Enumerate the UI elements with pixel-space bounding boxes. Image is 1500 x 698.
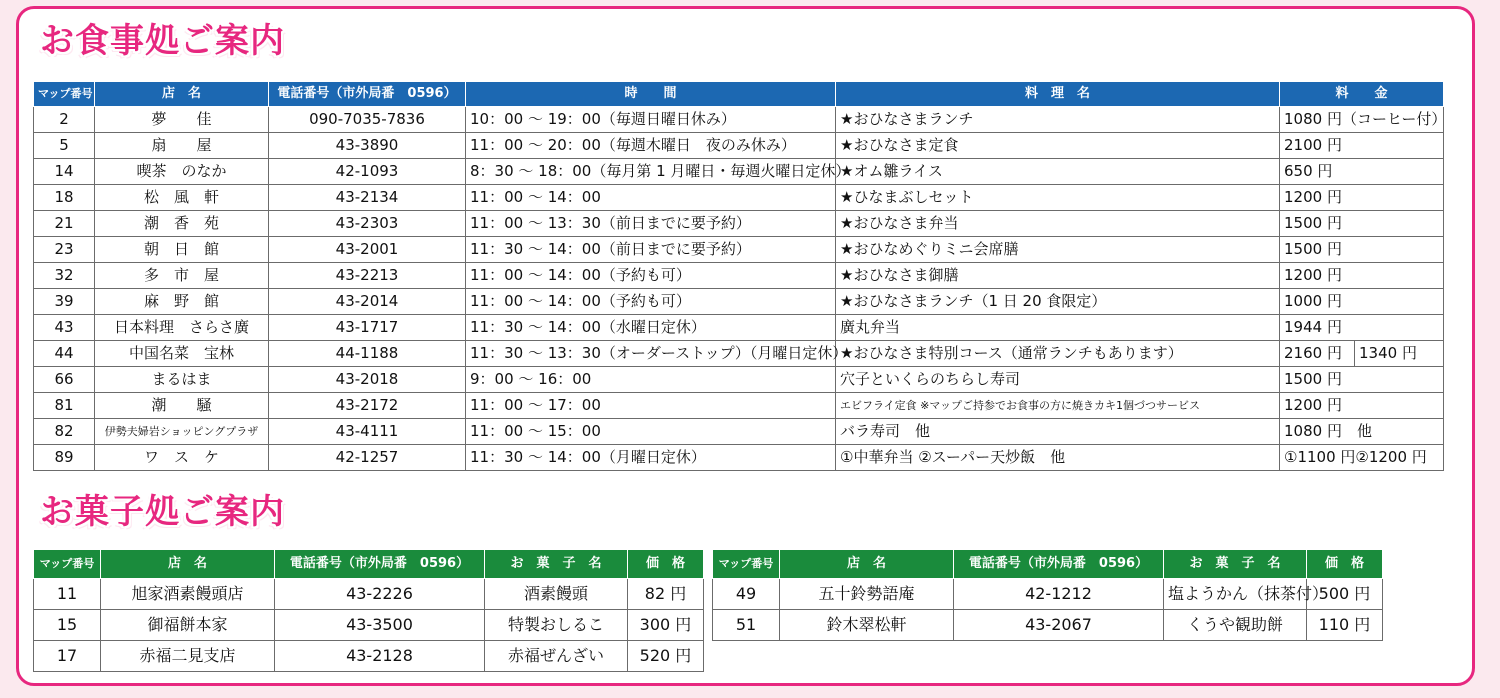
price-cell: 1500 円 [1280,237,1444,263]
hours-cell: 11：00 〜 14：00（予約も可） [466,289,836,315]
dish-cell: ★おひなさま御膳 [836,263,1280,289]
food-table [33,81,1447,471]
dish-cell: エビフライ定食 ※マップご持参でお食事の方に焼きカキ1個づつサービス [836,393,1280,419]
map-number-cell: 5 [34,133,95,159]
shop-name-cell: ワ ス ケ [95,445,269,471]
map-number-cell: 82 [34,419,95,445]
table-row [34,159,1444,185]
header-sweet-name: お 菓 子 名 [485,550,628,579]
map-number-cell: 21 [34,211,95,237]
phone-cell: 43-2226 [275,579,485,610]
map-number-cell: 44 [34,341,95,367]
price-cell: 1944 円 [1280,315,1444,341]
shop-name-cell: 潮 香 苑 [95,211,269,237]
table-row [34,107,1444,133]
price-cell: 1200 円 [1280,393,1444,419]
header-map-number: マップ番号 [34,550,101,579]
phone-cell: 43-3500 [275,610,485,641]
hours-cell: 11：00 〜 14：00 [466,185,836,211]
phone-cell: 43-2067 [954,610,1164,641]
dish-cell: ★おひなさま特別コース（通常ランチもあります） [836,341,1280,367]
map-number-cell: 51 [713,610,780,641]
shop-name-cell: 赤福二見支店 [101,641,275,672]
hours-cell: 11：30 〜 14：00（水曜日定休） [466,315,836,341]
header-map-number: マップ番号 [713,550,780,579]
header-sweet-name: お 菓 子 名 [1164,550,1307,579]
dish-cell: ★おひなさま弁当 [836,211,1280,237]
table-row [34,419,1444,445]
sweet-name-cell: 特製おしるこ [485,610,628,641]
map-number-cell: 32 [34,263,95,289]
shop-name-cell: 多 市 屋 [95,263,269,289]
map-number-cell: 81 [34,393,95,419]
sweet-name-cell: 赤福ぜんざい [485,641,628,672]
shop-name-cell: 伊勢夫婦岩ショッピングプラザ [95,419,269,445]
shop-name-cell: 旭家酒素饅頭店 [101,579,275,610]
shop-name-cell: 朝 日 館 [95,237,269,263]
price-cell: 650 円 [1280,159,1444,185]
phone-cell: 43-2213 [269,263,466,289]
table-row [34,641,704,672]
header-map-number: マップ番号 [34,82,95,107]
price-cell: ①1100 円②1200 円 [1280,445,1444,471]
food-table-header [34,82,1444,107]
price-cell: 1500 円 [1280,367,1444,393]
hours-cell: 11：30 〜 13：30（オーダーストップ）（月曜日定休） [466,341,836,367]
sweets-table-right [712,549,1383,641]
header-shop-name: 店 名 [101,550,275,579]
hours-cell: 11：00 〜 14：00（予約も可） [466,263,836,289]
table-row [34,315,1444,341]
table-row [34,133,1444,159]
hours-cell: 10：00 〜 19：00（毎週日曜日休み） [466,107,836,133]
table-row [34,445,1444,471]
header-hours: 時 間 [466,82,836,107]
phone-cell: 090-7035-7836 [269,107,466,133]
price-cell: 1500 円 [1280,211,1444,237]
table-row [34,393,1444,419]
shop-name-cell: 夢 佳 [95,107,269,133]
dish-cell: ★おひなさまランチ（1 日 20 食限定） [836,289,1280,315]
table-row [34,263,1444,289]
header-phone: 電話番号（市外局番 0596） [954,550,1164,579]
map-number-cell: 89 [34,445,95,471]
map-number-cell: 14 [34,159,95,185]
sweets-table-left [33,549,704,672]
table-row [34,579,704,610]
phone-cell: 43-1717 [269,315,466,341]
shop-name-cell: 松 風 軒 [95,185,269,211]
phone-cell: 43-2128 [275,641,485,672]
phone-cell: 42-1212 [954,579,1164,610]
table-row [34,185,1444,211]
hours-cell: 8：30 〜 18：00（毎月第 1 月曜日・毎週火曜日定休） [466,159,836,185]
phone-cell: 42-1093 [269,159,466,185]
table-row [34,289,1444,315]
price-cell: 500 円 [1307,579,1383,610]
header-price: 価 格 [1307,550,1383,579]
header-dish: 料 理 名 [836,82,1280,107]
hours-cell: 11：30 〜 14：00（月曜日定休） [466,445,836,471]
shop-name-cell: 潮 騒 [95,393,269,419]
phone-cell: 43-2018 [269,367,466,393]
price-cell: 2160 円 [1280,341,1355,367]
dish-cell: バラ寿司 他 [836,419,1280,445]
dish-cell: ①中華弁当 ②スーパー天炒飯 他 [836,445,1280,471]
phone-cell: 43-2014 [269,289,466,315]
price-cell: 1000 円 [1280,289,1444,315]
hours-cell: 11：30 〜 14：00（前日までに要予約） [466,237,836,263]
sweets-section-title: お菓子処ご案内 [40,492,285,532]
shop-name-cell: 喫茶 のなか [95,159,269,185]
price-extra-cell: 1340 円 [1355,341,1444,367]
price-cell: 520 円 [628,641,704,672]
sweet-name-cell: 酒素饅頭 [485,579,628,610]
price-cell: 82 円 [628,579,704,610]
price-cell: 1200 円 [1280,185,1444,211]
map-number-cell: 39 [34,289,95,315]
phone-cell: 43-2001 [269,237,466,263]
sweet-name-cell: くうや観助餅 [1164,610,1307,641]
price-cell: 1200 円 [1280,263,1444,289]
shop-name-cell: 日本料理 さらさ廣 [95,315,269,341]
dish-cell: ★おひなさま定食 [836,133,1280,159]
shop-name-cell: 五十鈴勢語庵 [780,579,954,610]
shop-name-cell: 中国名菜 宝林 [95,341,269,367]
hours-cell: 11：00 〜 20：00（毎週木曜日 夜のみ休み） [466,133,836,159]
price-cell: 300 円 [628,610,704,641]
map-number-cell: 23 [34,237,95,263]
table-row [713,579,1383,610]
map-number-cell: 11 [34,579,101,610]
phone-cell: 43-3890 [269,133,466,159]
table-row [713,610,1383,641]
hours-cell: 11：00 〜 17：00 [466,393,836,419]
map-number-cell: 49 [713,579,780,610]
hours-cell: 9：00 〜 16：00 [466,367,836,393]
sweets-right-header [713,550,1383,579]
dish-cell: ★オム雛ライス [836,159,1280,185]
map-number-cell: 18 [34,185,95,211]
header-price: 料 金 [1280,82,1444,107]
shop-name-cell: 扇 屋 [95,133,269,159]
shop-name-cell: 麻 野 館 [95,289,269,315]
table-row [34,367,1444,393]
header-phone: 電話番号（市外局番 0596） [269,82,466,107]
phone-cell: 42-1257 [269,445,466,471]
map-number-cell: 2 [34,107,95,133]
phone-cell: 43-2134 [269,185,466,211]
hours-cell: 11：00 〜 15：00 [466,419,836,445]
dish-cell: ★おひなめぐりミニ会席膳 [836,237,1280,263]
header-shop-name: 店 名 [780,550,954,579]
table-row [34,211,1444,237]
sweet-name-cell: 塩ようかん（抹茶付） [1164,579,1307,610]
price-cell: 1080 円 他 [1280,419,1444,445]
dish-cell: 穴子といくらのちらし寿司 [836,367,1280,393]
food-section-title: お食事処ご案内 [40,21,285,61]
dish-cell: ★ひなまぶしセット [836,185,1280,211]
price-cell: 110 円 [1307,610,1383,641]
header-phone: 電話番号（市外局番 0596） [275,550,485,579]
phone-cell: 43-2172 [269,393,466,419]
price-cell: 2100 円 [1280,133,1444,159]
shop-name-cell: まるはま [95,367,269,393]
phone-cell: 43-2303 [269,211,466,237]
header-shop-name: 店 名 [95,82,269,107]
shop-name-cell: 鈴木翠松軒 [780,610,954,641]
sweets-left-header [34,550,704,579]
table-row [34,237,1444,263]
header-price: 価 格 [628,550,704,579]
shop-name-cell: 御福餅本家 [101,610,275,641]
table-row [34,341,1444,367]
map-number-cell: 17 [34,641,101,672]
table-row [34,610,704,641]
map-number-cell: 15 [34,610,101,641]
dish-cell: ★おひなさまランチ [836,107,1280,133]
hours-cell: 11：00 〜 13：30（前日までに要予約） [466,211,836,237]
price-cell: 1080 円（コーヒー付） [1280,107,1444,133]
phone-cell: 44-1188 [269,341,466,367]
map-number-cell: 43 [34,315,95,341]
dish-cell: 廣丸弁当 [836,315,1280,341]
map-number-cell: 66 [34,367,95,393]
phone-cell: 43-4111 [269,419,466,445]
